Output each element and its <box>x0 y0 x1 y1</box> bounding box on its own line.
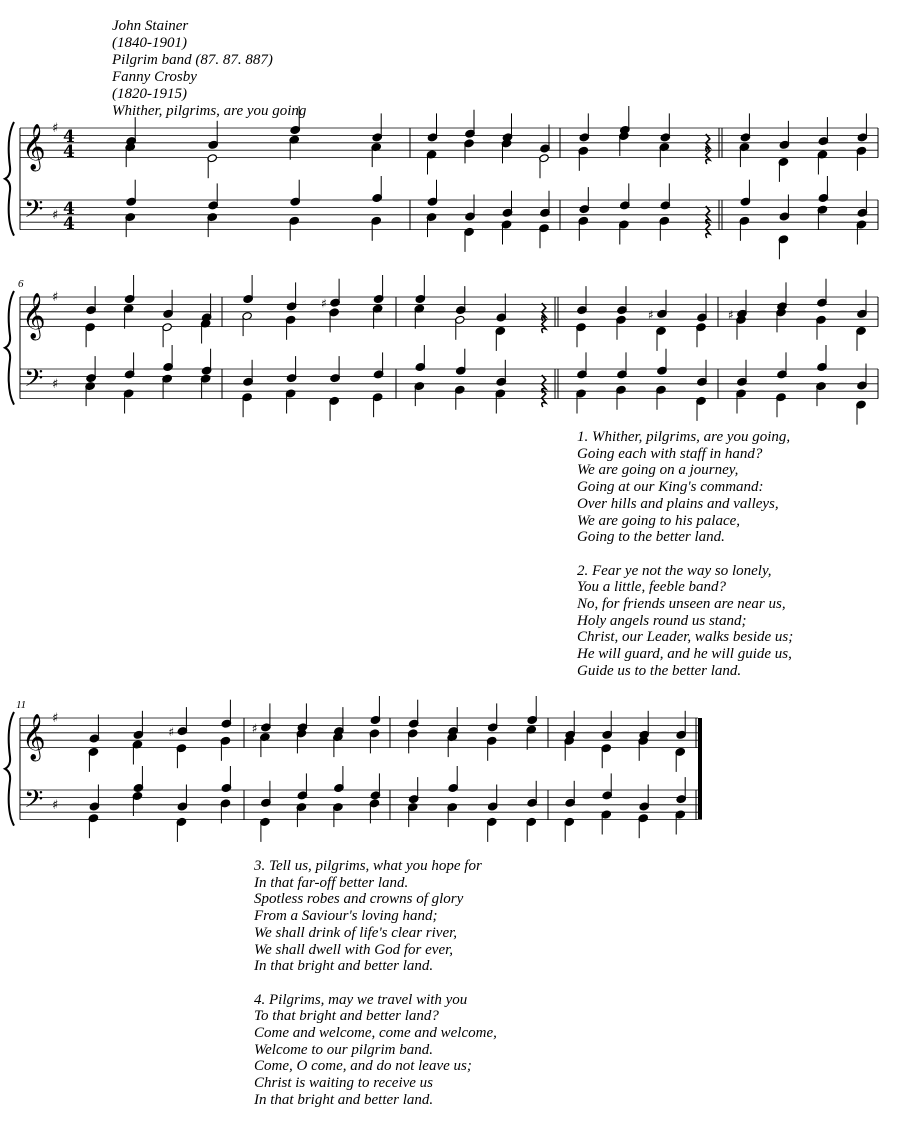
system-brace <box>5 122 14 236</box>
author-dates: (1820-1915) <box>112 86 187 102</box>
verse-line: Going at our King's command: <box>577 479 764 496</box>
treble-clef-icon: 𝄞 <box>22 293 46 339</box>
system-3 <box>5 696 700 842</box>
verse-line: Christ is waiting to receive us <box>254 1075 434 1092</box>
sharp-icon: ♯ <box>321 296 327 311</box>
verses-block-2 <box>254 858 497 1109</box>
bass-clef-icon: 𝄢 <box>24 785 44 820</box>
verse-line: Holy angels round us stand; <box>577 612 747 629</box>
bass-clef-icon: 𝄢 <box>24 195 44 230</box>
measure-number-6: 6 <box>18 278 24 290</box>
verse-line: Going to the better land. <box>577 529 725 546</box>
sharp-icon: ♯ <box>52 377 59 392</box>
verse-line: No, for friends unseen are near us, <box>577 596 786 613</box>
verse-line: In that bright and better land. <box>254 958 434 975</box>
composer-dates: (1840-1901) <box>112 35 187 51</box>
time-signature-top: 4 <box>63 199 75 219</box>
time-signature-top: 4 <box>63 127 75 147</box>
sharp-icon: ♯ <box>52 711 59 726</box>
sharp-icon: ♯ <box>251 721 258 736</box>
sharp-icon: ♯ <box>52 290 59 305</box>
bass-clef-icon: 𝄢 <box>24 364 44 399</box>
sharp-icon: ♯ <box>52 121 59 136</box>
sharp-icon: ♯ <box>728 307 734 322</box>
verse-line: Spotless robes and crowns of glory <box>254 891 464 908</box>
system-2 <box>5 275 878 425</box>
verse-line: We shall dwell with God for ever, <box>254 941 454 958</box>
verse-line: Come and welcome, come and welcome, <box>254 1025 497 1042</box>
verse-line: He will guard, and he will guide us, <box>577 646 792 663</box>
time-signature-bottom: 4 <box>63 214 75 234</box>
verse-line: Welcome to our pilgrim band. <box>254 1041 434 1058</box>
verse-line: To that bright and better land? <box>254 1008 439 1025</box>
verse-line: 3. Tell us, pilgrims, what you hope for <box>254 858 482 874</box>
tune-name: Pilgrim band (87. 87. 887) <box>112 52 273 68</box>
treble-clef-icon: 𝄞 <box>22 714 46 760</box>
composer-name: John Stainer <box>112 18 189 34</box>
verse-line: Guide us to the better land. <box>577 662 742 679</box>
verse-line: Come, O come, and do not leave us; <box>254 1058 472 1075</box>
verse-line: You a little, feeble band? <box>577 579 727 596</box>
verse-line: From a Saviour's loving hand; <box>254 908 438 925</box>
verse-line: 1. Whither, pilgrims, are you going, <box>577 429 791 445</box>
verse-line: Over hills and plains and valleys, <box>577 495 779 512</box>
verses-block-1 <box>577 429 793 680</box>
system-brace <box>5 291 14 405</box>
author-name: Fanny Crosby <box>112 69 197 85</box>
verse-line: 4. Pilgrims, may we travel with you <box>254 991 468 1008</box>
sharp-icon: ♯ <box>648 307 654 322</box>
sharp-icon: ♯ <box>52 798 59 813</box>
sharp-icon: ♯ <box>52 208 59 223</box>
measure-number-11: 11 <box>16 699 27 711</box>
verse-1 <box>577 429 793 546</box>
verse-line: 2. Fear ye not the way so lonely, <box>577 562 772 579</box>
verse-3 <box>254 858 497 975</box>
verse-line: In that far-off better land. <box>254 874 409 891</box>
verse-line: We shall drink of life's clear river, <box>254 924 458 941</box>
system-1 <box>5 106 878 259</box>
verse-line: We are going on a journey, <box>577 462 739 479</box>
verse-line: Christ, our Leader, walks beside us; <box>577 629 794 646</box>
verse-line: In that bright and better land. <box>254 1091 434 1108</box>
verse-2 <box>577 563 793 680</box>
verse-line: We are going to his palace, <box>577 512 741 529</box>
system-brace <box>5 712 14 826</box>
verse-line: Going each with staff in hand? <box>577 445 763 462</box>
first-line: Whither, pilgrims, are you going <box>112 103 307 119</box>
time-signature-bottom: 4 <box>63 142 75 162</box>
sharp-icon: ♯ <box>168 725 175 740</box>
verse-4 <box>254 992 497 1109</box>
treble-clef-icon: 𝄞 <box>22 124 46 170</box>
